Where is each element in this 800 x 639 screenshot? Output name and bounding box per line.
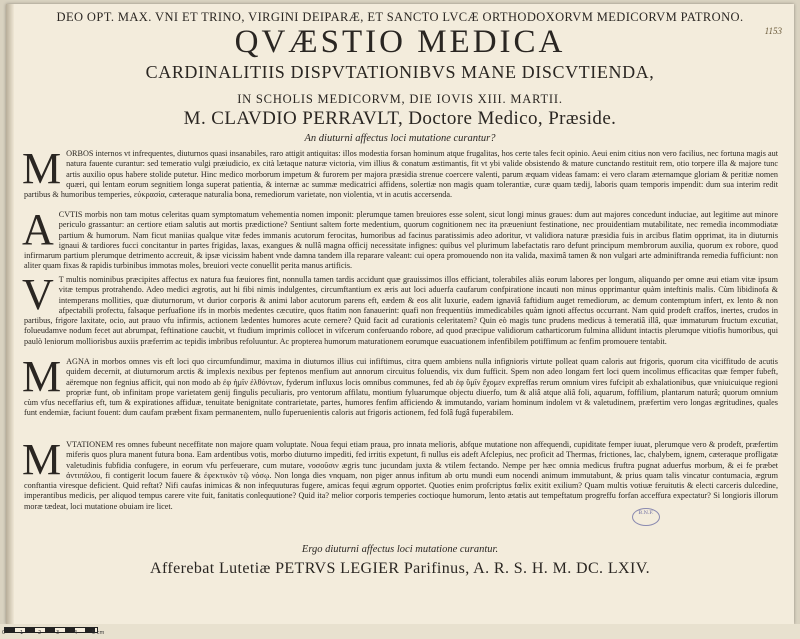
drop-cap-initial: V xyxy=(22,270,54,319)
library-stamp: B.N.F. xyxy=(632,508,660,526)
dedication-line: DEO OPT. MAX. VNI ET TRINO, VIRGINI DEIPARÆ, ET SANCTO LVCÆ ORTHODOXORVM MEDICORVM PATRONO. xyxy=(56,10,744,24)
title-date-line: IN SCHOLIS MEDICORVM, DIE IOVIS XIII. MARTII. xyxy=(237,92,563,106)
document-page xyxy=(6,4,794,624)
section-text: ORBOS internos vt infrequentes, diuturnos quasi insanabiles, raro attigit antiquitas: illos modestia forsan hominum atque frugalitas, hos certe tales fecit opinio. Aeui enim citius non vero facilius, nec fortuna magis aut natura fauente curantur: sed temeratio vulgi præiudicio, ex cità lætaque naturæ victoria, vim illius & conatum æstimantis, fit vt ybi valide obsistendo & mature cunctando restituit rem, otio torpere illa & majore tunc artis auxilio opus habere stolide putetur. Hinc medico morborum impetum & furorem per majora præsidia strenue coercere valenti, parum æquam videas famam: ei vero claram æternamque gloriam & peritiæ nomen quæri, qui lentam eorum segnitiem longa superat patientia, & internæ ac summæ medicatrici affidens, solertiæ non magis quam tolerantiæ, curæ quam tædij, laboris quam temporis impendit: dum sua interim redit partibus & humoribus temperies, εὐκρασία, cæteraque naturalia bona, remediorum varietate, non violentia, vt in acutis accersenda. xyxy=(24,149,778,200)
drop-cap-initial: A xyxy=(22,205,54,254)
imprint-footer: Afferebat Lutetiæ PETRVS LEGIER Parifinus, A. R. S. H. M. DC. LXIV. xyxy=(149,560,651,577)
drop-cap-initial: M xyxy=(22,435,62,484)
title-subtitle: CARDINALITIIS DISPVTATIONIBVS MANE DISCVTIENDA, xyxy=(145,62,655,82)
ruler-label: 2 xyxy=(38,630,42,636)
drop-cap-initial: M xyxy=(22,144,62,193)
question-line: An diuturni affectus loci mutatione curantur? xyxy=(304,133,496,144)
section-2 xyxy=(22,205,778,272)
ruler-label: 1 xyxy=(20,630,24,636)
section-4 xyxy=(22,352,778,435)
ruler-label: 4 xyxy=(74,630,78,636)
ruler-label: 5 cm xyxy=(92,630,105,636)
ruler-label: 3 xyxy=(56,630,60,636)
section-text: AGNA in morbos omnes vis eft loci quo circumfundimur, maxima in diuturnos illius cui infiftimus, citra quem ambiens nulla infignioris virtute polleat quam caloris aut frigoris, quorum cita viciffitudo de acutis quidem decernit, at diuturnorum arctis & implexis nexibus per feptenos menfium aut annorum circuitus foluendis, vix dum fufficit. Spem non adeo longam fert loci quem incolimus efficacitas quæ femper fubeft, aëremque non fegnius afficit, qui non modo ab ἐφ ἡμῖν ἐλθόντων, fyderum influxus locis omnibus communes, fed ab ἐφ ὕμῖν ἔχομεν expreffas rerum omnium vires fufcipit ab exhalationibus, quæ vniuicuique regioni propriæ funt, ob infinitam prope varietatem genij fingulis peculiaris, pro ventorum affilatu, montium fyluarumque objectu diuerfo, tum & aliâ atque aliâ foli, aquarum, foffilium, plantarum naturâ; quorum omnium cùm vfus neceffarius eft, tum & expirationes affiduæ, tenuitate benignitate contrarietate, partes, humores fenfim afficiendo & immutando, variam hominum indolem vt & valetudinem, præfertim vero longas ægritudines, quales funt endemiæ, faciunt fouent: dum caufam præbent fixam permanentem, nullo fuperuenientis caloris aut frigoris actionem, fed folâ fugâ fuperabilem. xyxy=(24,357,778,418)
section-5 xyxy=(22,435,778,540)
ruler-label: 0 xyxy=(2,630,6,636)
folio-number: 1153 xyxy=(764,26,782,36)
ruler-bar xyxy=(4,627,98,633)
section-1 xyxy=(22,144,778,207)
conclusion-line: Ergo diuturni affectus loci mutatione curantur. xyxy=(301,544,499,555)
section-text: T multis nominibus præcipites affectus ex natura fua fæuiores fint, nonnulla tamen tardis accidunt quæ grauissimos illos efficiant, tolerabiles aliàs eorum labores per longum, aliquando per omne æui etiam vitæ ipsum vitæ tempus protrahendo. Adeo medici ægrotis, aut hi fibi nimis indulgentes, circumftantium ex æris aut loci aduerfa caufarum confpiratione incauti non minus opprimantur quàm inteftinis malis. Cùm libidinofa & intemperans mollities, quæ diuturnorum, vt durior corporis & animi labor acutorum parens eft, eædem & eos alit luxurie, eadem ignaviâ faftidium auget remediorum, ac demum contemptum infert, ex lento & non afpectabili profectu, falsaque perfuafione ifs in morbis medentes cæcutire, quos ftatim non fanauerint: quafi non frequentiùs immedicabiles quàm ignoti affectus occurrant. Nam quid prodeft craffos, inertes, crudos in partibus, frigore laxitate, ocio, aut prauo vfu infirmis, actionem lædentes humores acute cernere? Quid facit ad curationis celeritatem? Quin eò magis tunc prudens medicus à temeratiâ illâ, quæ immaturum fructum excutiat, folueudamve nodum fecet aut abrumpat, feftinatione caucbit, vt ftudium imprimis collocet in vifcerum conferuando robore, ad quod præcipue validiorum catharticorum fulmina allidunt intactis plerumque vitiofis humoribus, qui paulò leniorum molliorisbus auxiis præferrim ac tepidis imbribus refoluuntur. Ac propterea humorum maturationem eorumque euacuationem infenfibilem potiffimum ac fenfim promouere tentabit. xyxy=(24,275,778,346)
section-text: VTATIONEM res omnes fubeunt neceffitate non majore quam voluptate. Noua fequi etiam praua, pro innata melioris, abfque mutatione non affequendi, cupiditate femper iuuat, plerumque vero & prodeft, præfertim miferis quos plura manent futura bona. Eam ardentibus votis, morbo diuturno impediti, fed irritis expetunt, fi nullus eis adeft Afclepius, nec proficit ad Thermas, frictiones, lac, chalybem, ignem, cæteraque profligatæ valetudinis fubfidia confugere, in eorum vfu perfeuerare, cum mutare, νοσοῦσιν ægris tunc jucundam juxta & vtilem fectando. Nempe per hæc omnia medicus fruftra pugnat aduerfus morbum, & ei fe præbet ἀντιπάλου, fi contigerit locum fauere & ἐφεκτικὸν τῷ νόσῳ. Non longa dies vnquam, non piger annus infitum ab ortu mundi eum nocendi animum immutabunt, & prius quam talis vincatur contumacia, ægrum conftantia viresque deficient. Quid reftat? Nifi caufas inimicas & non infequuturas fugere, amicas fequi ægrum opportet. Quoties enim profcriptus fœlix exitit exilium? Quam multis votiuæ feruitutis & electi carceris dulcedine, imperantibus medicis, per aliquod tempus carere vite fuit, fanitatis conlequutione? Quid ita? melior corporis temperies coctioque humorum, lento ætatis aut tempeftatum progreffu forfan acceffura expectatur? Si longioris illorum moræ tædeat, loci mutatione obuiam ire licet. xyxy=(24,440,778,511)
section-3 xyxy=(22,270,778,353)
scale-ruler xyxy=(0,624,800,639)
section-text: CVTIS morbis non tam motus celeritas quam symptomatum vehementia nomen imponit: plerumque tamen breuiores esse solent, sicut longi minus graues: dum aut majores concedunt induciae, aut legitime aut minore periculo grassantur: an certiore etiam salutis aut mortis prædictione? Sentiunt saltem forte medentium, quorum cognitionem nec ita præueniunt festinatione, nec prouidentiam mutabilitate, nec remedia incommodiatæ partium & humorum. Nam ficut maniias qualque vitæ fedes immanis acutorum ferocitas, humoribus ad facinus paratissimis adeo adoritur, vt validiora naturæ præsidia fuis in arcibus flatim opprimat, ita in diuturnis ignaui & tardiores fucci concitantur in partes frigidas, laxas, exangues & nullâ magna officij necessitate infignes: quibus vel plurimum labefactatis raro defunt principum membrorum auxilia, quorum ex robore, quod infirmarum partium plerumque detrimento accreuit, & ipsæ vicissim habent vnde damna tandem illa reparare valeant: cui opera promouendo non ita valida, maximâ tamen & non vulgari arte adminiftranda remedia fufficiunt: non aliter quam fixas & rapidis turbinibus immotas moles, breuiori vecte conuellit perita manus artificis. xyxy=(24,210,778,271)
title-main: QVÆSTIO MEDICA xyxy=(234,24,566,60)
author-line: M. CLAVDIO PERRAVLT, Doctore Medico, Præside. xyxy=(183,108,617,129)
drop-cap-initial: M xyxy=(22,352,62,401)
